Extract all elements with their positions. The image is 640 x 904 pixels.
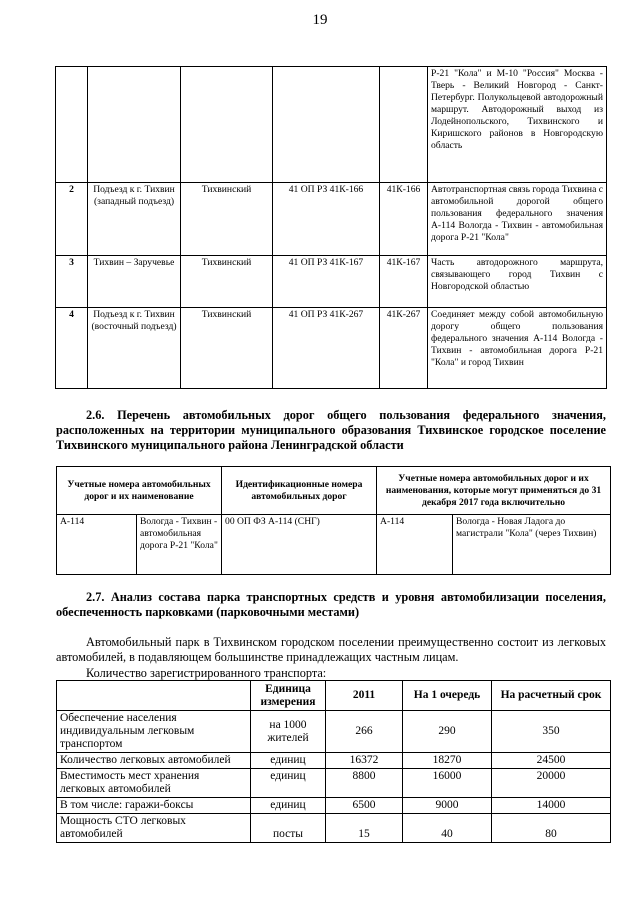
table-row xyxy=(57,711,611,753)
road-name: Подъезд к г. Тихвин (восточный подъезд) xyxy=(88,308,181,389)
indicator: Обеспечение населения индивидуальным легковым транспортом xyxy=(57,711,251,753)
value-stage-1: 9000 xyxy=(403,798,492,814)
road-number: А-114 xyxy=(57,515,137,575)
unit: посты xyxy=(251,814,326,843)
old-road-number: А-114 xyxy=(377,515,453,575)
unit: единиц xyxy=(251,798,326,814)
paragraph: Количество зарегистрированного транспорта: xyxy=(86,666,327,680)
unit: единиц xyxy=(251,753,326,769)
vehicle-stats-table xyxy=(56,680,611,843)
district: Тихвинский xyxy=(181,183,273,256)
table-row xyxy=(57,515,611,575)
table-row xyxy=(56,183,607,256)
indicator: Вместимость мест хранения легковых автомобилей xyxy=(57,769,251,798)
indicator: Количество легковых автомобилей xyxy=(57,753,251,769)
road-id: 41 ОП РЗ 41К-167 xyxy=(273,256,380,308)
road-code: 41К-267 xyxy=(380,308,428,389)
table-header-row xyxy=(57,467,611,515)
road-description: Часть автодорожного маршрута, связывающего город Тихвин с Новгородской областью xyxy=(428,256,607,308)
table-row xyxy=(56,308,607,389)
row-number: 2 xyxy=(56,183,88,256)
roads-table xyxy=(55,66,607,389)
indicator: В том числе: гаражи-боксы xyxy=(57,798,251,814)
column-header: На расчетный срок xyxy=(492,681,611,711)
unit: единиц xyxy=(251,769,326,798)
column-header: Идентификационные номера автомобильных дорог xyxy=(222,467,377,515)
value-stage-1: 16000 xyxy=(403,769,492,798)
value-final: 24500 xyxy=(492,753,611,769)
table-header-row xyxy=(57,681,611,711)
paragraph: Автомобильный парк в Тихвинском городском поселении преимущественно состоит из легковых автомобилей, в подавляющем большинстве принадлежащих частным лицам. xyxy=(56,635,606,664)
value-stage-1: 18270 xyxy=(403,753,492,769)
indicator: Мощность СТО легковых автомобилей xyxy=(57,814,251,843)
value-2011: 15 xyxy=(326,814,403,843)
table-row xyxy=(57,769,611,798)
value-final: 350 xyxy=(492,711,611,753)
unit: на 1000 жителей xyxy=(251,711,326,753)
value-2011: 8800 xyxy=(326,769,403,798)
section-2-6-heading: 2.6. Перечень автомобильных дорог общего пользования федерального значения, расположенных на территории муниципального образования Тихвинское городское поселение Тихвинского муниципального района Ленинградской области xyxy=(56,408,606,452)
page-number: 19 xyxy=(312,12,328,28)
road-code: 41К-167 xyxy=(380,256,428,308)
road-description: Р-21 "Кола" и М-10 "Россия" Москва - Тверь - Великий Новгород - Санкт-Петербург. Полукольцевой автодорожный маршрут. Автодорожный выход из Лодейнопольского, Тихвинского и Киришского районов в Новгородскую область xyxy=(428,67,607,183)
federal-roads-table xyxy=(56,466,611,575)
row-number: 3 xyxy=(56,256,88,308)
value-stage-1: 40 xyxy=(403,814,492,843)
value-2011: 266 xyxy=(326,711,403,753)
value-stage-1: 290 xyxy=(403,711,492,753)
road-id: 00 ОП ФЗ А-114 (СНГ) xyxy=(222,515,377,575)
value-final: 80 xyxy=(492,814,611,843)
district: Тихвинский xyxy=(181,308,273,389)
district: Тихвинский xyxy=(181,256,273,308)
road-id: 41 ОП РЗ 41К-166 xyxy=(273,183,380,256)
road-description: Соединяет между собой автомобильную дорогу общего пользования федерального значения А-114 Вологда - Тихвин - автомобильная дорога Р-21 "Кола" и город Тихвин xyxy=(428,308,607,389)
road-id: 41 ОП РЗ 41К-267 xyxy=(273,308,380,389)
value-final: 20000 xyxy=(492,769,611,798)
road-name: Вологда - Тихвин - автомобильная дорога Р-21 "Кола" xyxy=(137,515,222,575)
column-header: Учетные номера автомобильных дорог и их наименование xyxy=(57,467,222,515)
value-final: 14000 xyxy=(492,798,611,814)
road-name: Тихвин – Заручевье xyxy=(88,256,181,308)
old-road-name: Вологда - Новая Ладога до магистрали "Кола" (через Тихвин) xyxy=(453,515,611,575)
row-number: 4 xyxy=(56,308,88,389)
table-row xyxy=(57,814,611,843)
table-row xyxy=(56,256,607,308)
column-header: Единица измерения xyxy=(251,681,326,711)
column-header xyxy=(57,681,251,711)
table-row xyxy=(56,67,607,183)
column-header: На 1 очередь xyxy=(403,681,492,711)
column-header: Учетные номера автомобильных дорог и их наименования, которые могут применяться до 31 декабря 2017 года включительно xyxy=(377,467,611,515)
value-2011: 16372 xyxy=(326,753,403,769)
road-code: 41К-166 xyxy=(380,183,428,256)
table-row xyxy=(57,798,611,814)
column-header: 2011 xyxy=(326,681,403,711)
value-2011: 6500 xyxy=(326,798,403,814)
section-2-7-heading: 2.7. Анализ состава парка транспортных средств и уровня автомобилизации поселения, обеспеченность парковками (парковочными местами) xyxy=(56,590,606,619)
road-name: Подъезд к г. Тихвин (западный подъезд) xyxy=(88,183,181,256)
road-description: Автотранспортная связь города Тихвина с автомобильной дорогой общего пользования федерального значения А-114 Вологда - Тихвин - автомобильная дорога Р-21 "Кола" xyxy=(428,183,607,256)
table-row xyxy=(57,753,611,769)
